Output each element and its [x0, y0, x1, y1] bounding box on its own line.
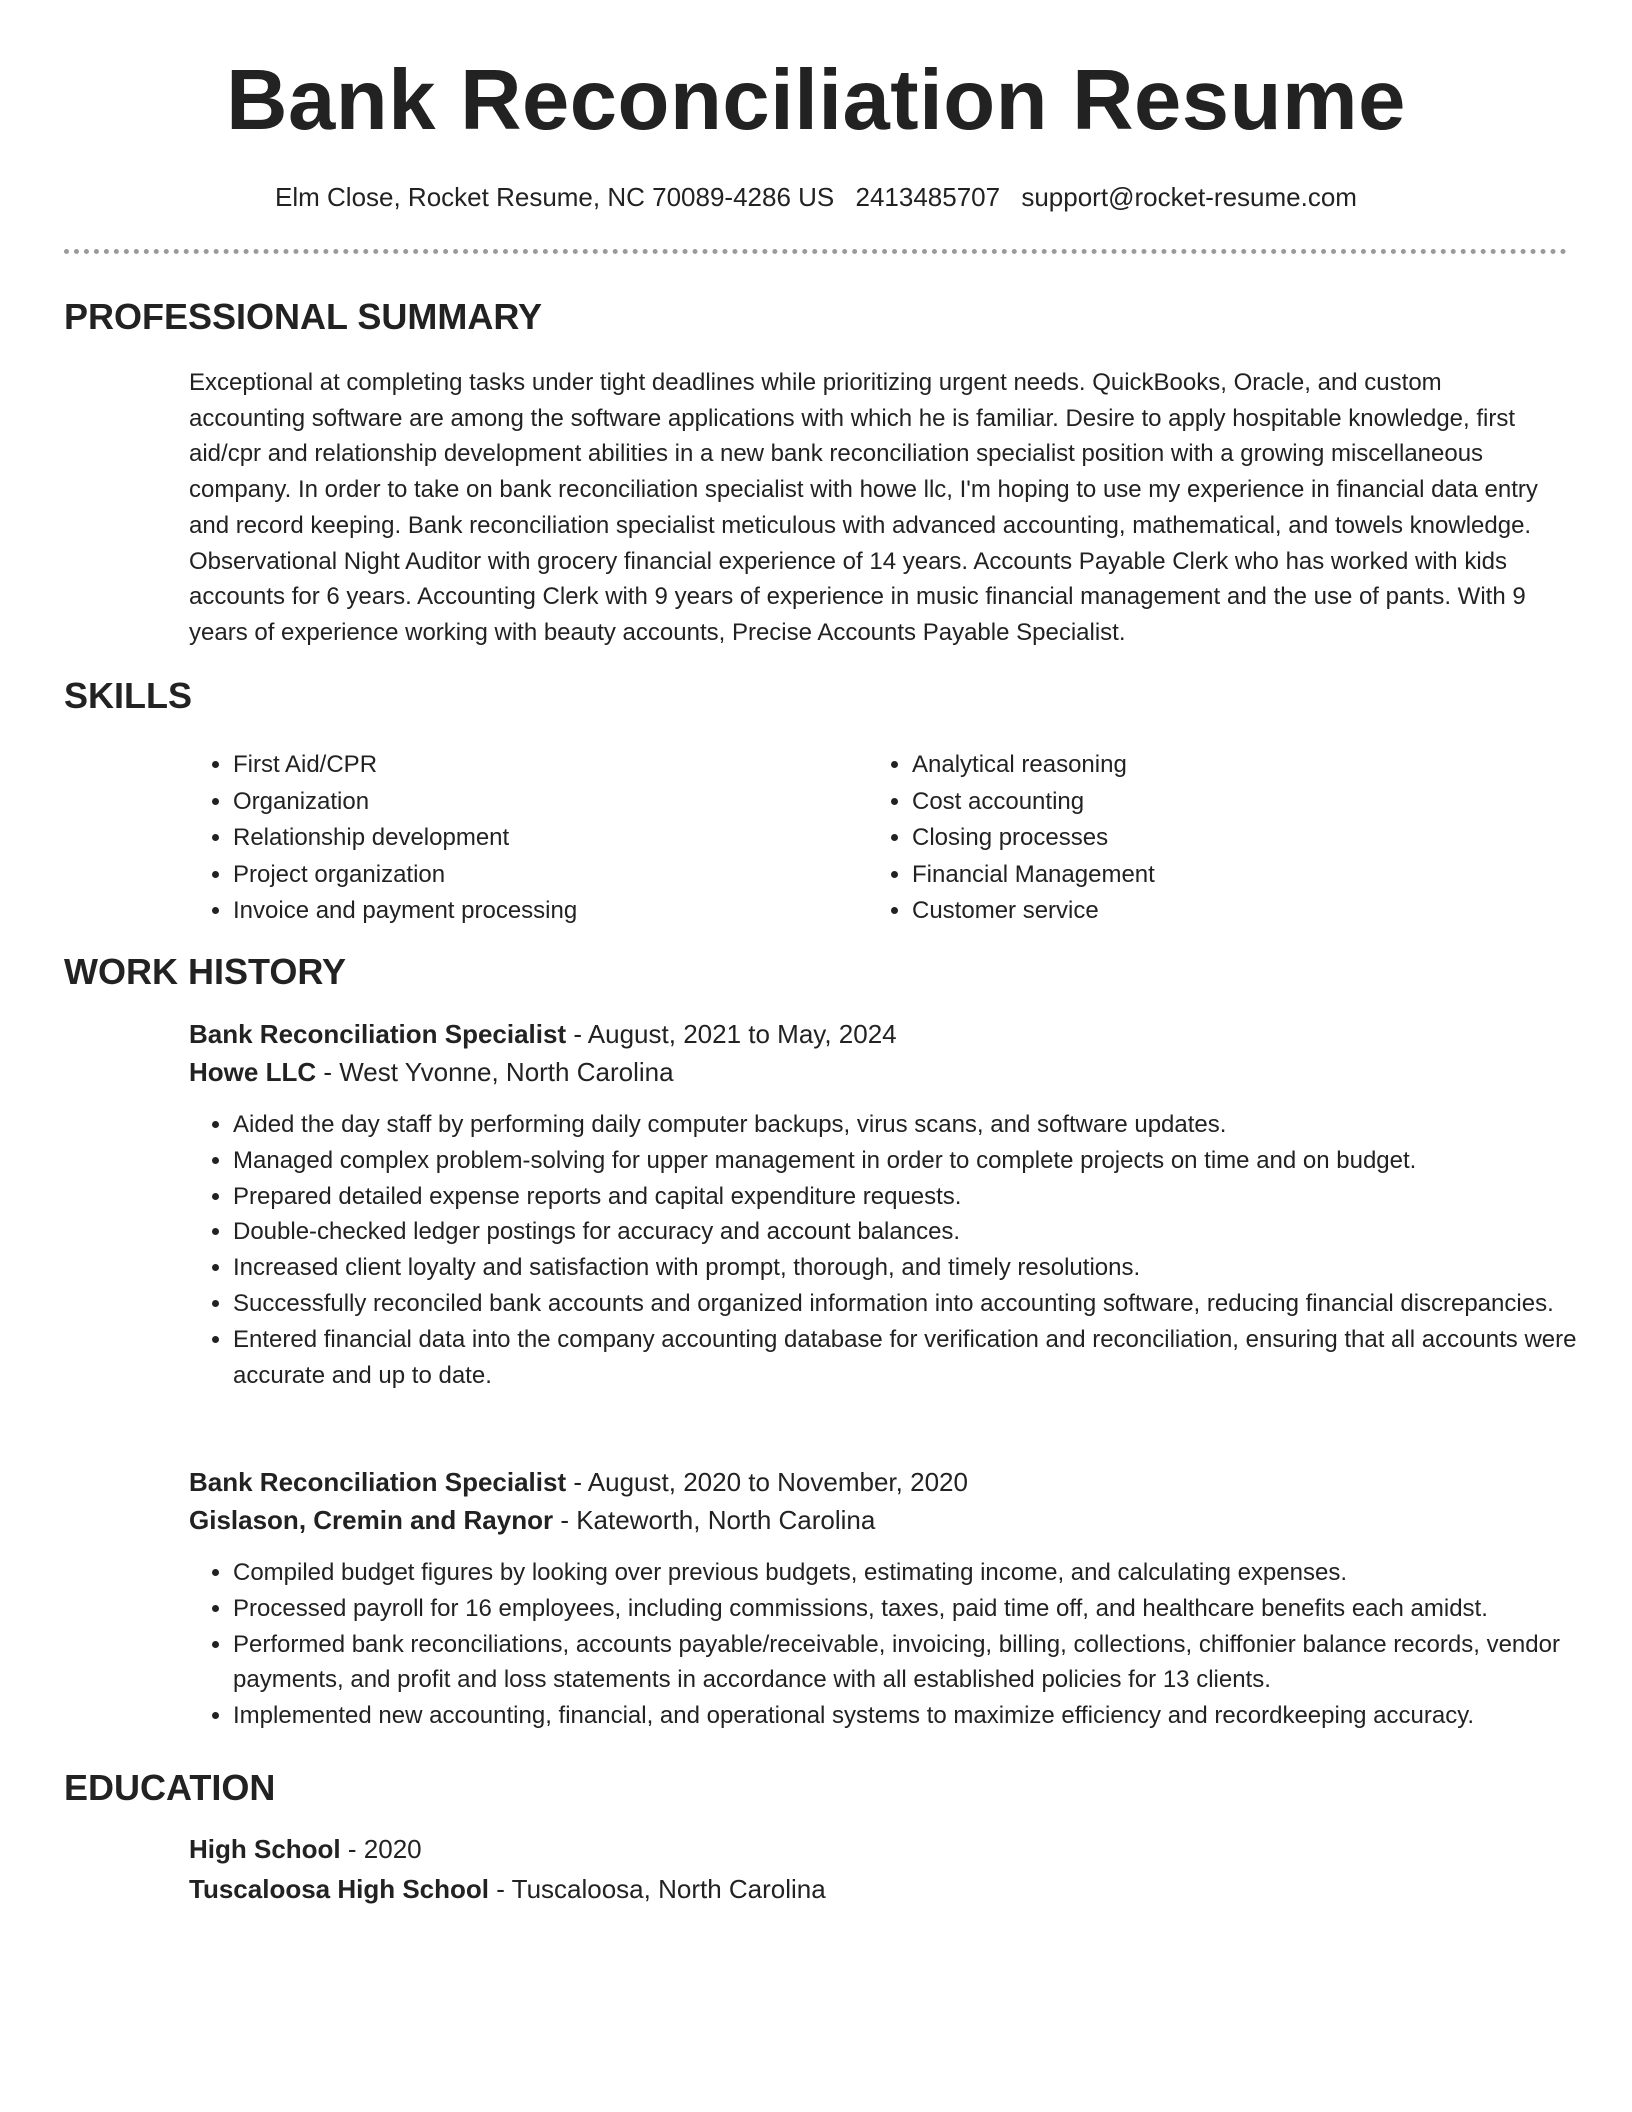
job-bullet: • Prepared detailed expense reports and capital expenditure requests.	[233, 1179, 1613, 1215]
job-location: - Kateworth, North Carolina	[553, 1505, 876, 1535]
contact-address: Elm Close, Rocket Resume, NC 70089-4286 US	[275, 182, 835, 212]
skills-list-right	[868, 747, 1512, 930]
job-company-line	[189, 1505, 875, 1536]
job-company: Howe LLC	[189, 1057, 317, 1087]
job-company: Gislason, Cremin and Raynor	[189, 1505, 554, 1535]
contact-phone: 2413485707	[855, 182, 1001, 212]
job-bullet: • Managed complex problem-solving for upper management in order to complete projects on time and on budget.	[233, 1143, 1613, 1179]
education-year: - 2020	[340, 1834, 422, 1864]
section-title-work: WORK HISTORY	[64, 951, 347, 992]
job-location: - West Yvonne, North Carolina	[316, 1057, 674, 1087]
resume-title: Bank Reconciliation Resume	[226, 53, 1406, 148]
job-dates: - August, 2021 to May, 2024	[566, 1019, 897, 1049]
section-title-skills: SKILLS	[64, 675, 193, 716]
job-bullet: • Increased client loyalty and satisfaction with prompt, thorough, and timely resolutions.	[233, 1250, 1613, 1286]
skill-item: • Relationship development	[233, 820, 833, 857]
contact-line	[0, 182, 1632, 213]
summary-text: Exceptional at completing tasks under tight deadlines while prioritizing urgent needs. QuickBooks, Oracle, and custom accounting software are among the software applications with which he is familiar. Desire to apply hospitable knowledge, first aid/cpr and relationship development abilities in a new bank reconciliation specialist position with a growing miscellaneous company. In order to take on bank reconciliation specialist with howe llc, I'm hoping to use my experience in financial data entry and record keeping. Bank reconciliation specialist meticulous with advanced accounting, mathematical, and towels knowledge. Observational Night Auditor with grocery financial experience of 14 years. Accounts Payable Clerk who has worked with kids accounts for 6 years. Accounting Clerk with 9 years of experience in music financial management and the use of pants. With 9 years of experience working with beauty accounts, Precise Accounts Payable Specialist.	[189, 369, 1538, 646]
job-bullet: • Successfully reconciled bank accounts and organized information into accounting software, reducing financial discrepancies.	[233, 1286, 1613, 1322]
job-bullet: • Compiled budget figures by looking over previous budgets, estimating income, and calculating expenses.	[233, 1555, 1613, 1591]
skill-item: • Closing processes	[912, 820, 1512, 857]
skill-item: • Financial Management	[912, 857, 1512, 894]
job-bullet: • Implemented new accounting, financial, and operational systems to maximize efficiency and recordkeeping accuracy.	[233, 1698, 1613, 1734]
section-title-summary: PROFESSIONAL SUMMARY	[64, 296, 543, 337]
job-dates: - August, 2020 to November, 2020	[566, 1467, 968, 1497]
job-bullets	[189, 1107, 1613, 1393]
education-location: - Tuscaloosa, North Carolina	[489, 1874, 826, 1904]
job-bullet: • Processed payroll for 16 employees, including commissions, taxes, paid time off, and healthcare benefits each amidst.	[233, 1591, 1613, 1627]
job-bullet: • Entered financial data into the company accounting database for verification and reconciliation, ensuring that all accounts were accurate and up to date.	[233, 1322, 1613, 1394]
job-title-line	[189, 1467, 968, 1498]
job-title: Bank Reconciliation Specialist	[189, 1019, 567, 1049]
job-title-line	[189, 1019, 897, 1050]
skill-item: • First Aid/CPR	[233, 747, 833, 784]
skill-item: • Invoice and payment processing	[233, 893, 833, 930]
skill-item: • Project organization	[233, 857, 833, 894]
job-bullet: • Double-checked ledger postings for accuracy and account balances.	[233, 1214, 1613, 1250]
section-title-education: EDUCATION	[64, 1767, 276, 1808]
skill-item: • Organization	[233, 784, 833, 821]
contact-email: support@rocket-resume.com	[1021, 182, 1357, 212]
skill-item: • Customer service	[912, 893, 1512, 930]
skills-list-left	[189, 747, 833, 930]
education-degree-line	[189, 1834, 422, 1865]
job-bullet: • Aided the day staff by performing daily computer backups, virus scans, and software updates.	[233, 1107, 1613, 1143]
education-school-line	[189, 1874, 826, 1905]
education-degree: High School	[189, 1834, 341, 1864]
education-school: Tuscaloosa High School	[189, 1874, 490, 1904]
job-title: Bank Reconciliation Specialist	[189, 1467, 567, 1497]
header-divider	[64, 249, 1567, 254]
job-bullets	[189, 1555, 1613, 1734]
skill-item: • Analytical reasoning	[912, 747, 1512, 784]
skill-item: • Cost accounting	[912, 784, 1512, 821]
job-bullet: • Performed bank reconciliations, accounts payable/receivable, invoicing, billing, collections, chiffonier balance records, vendor payments, and profit and loss statements in accordance with all established policies for 13 clients.	[233, 1627, 1613, 1699]
job-company-line	[189, 1057, 674, 1088]
